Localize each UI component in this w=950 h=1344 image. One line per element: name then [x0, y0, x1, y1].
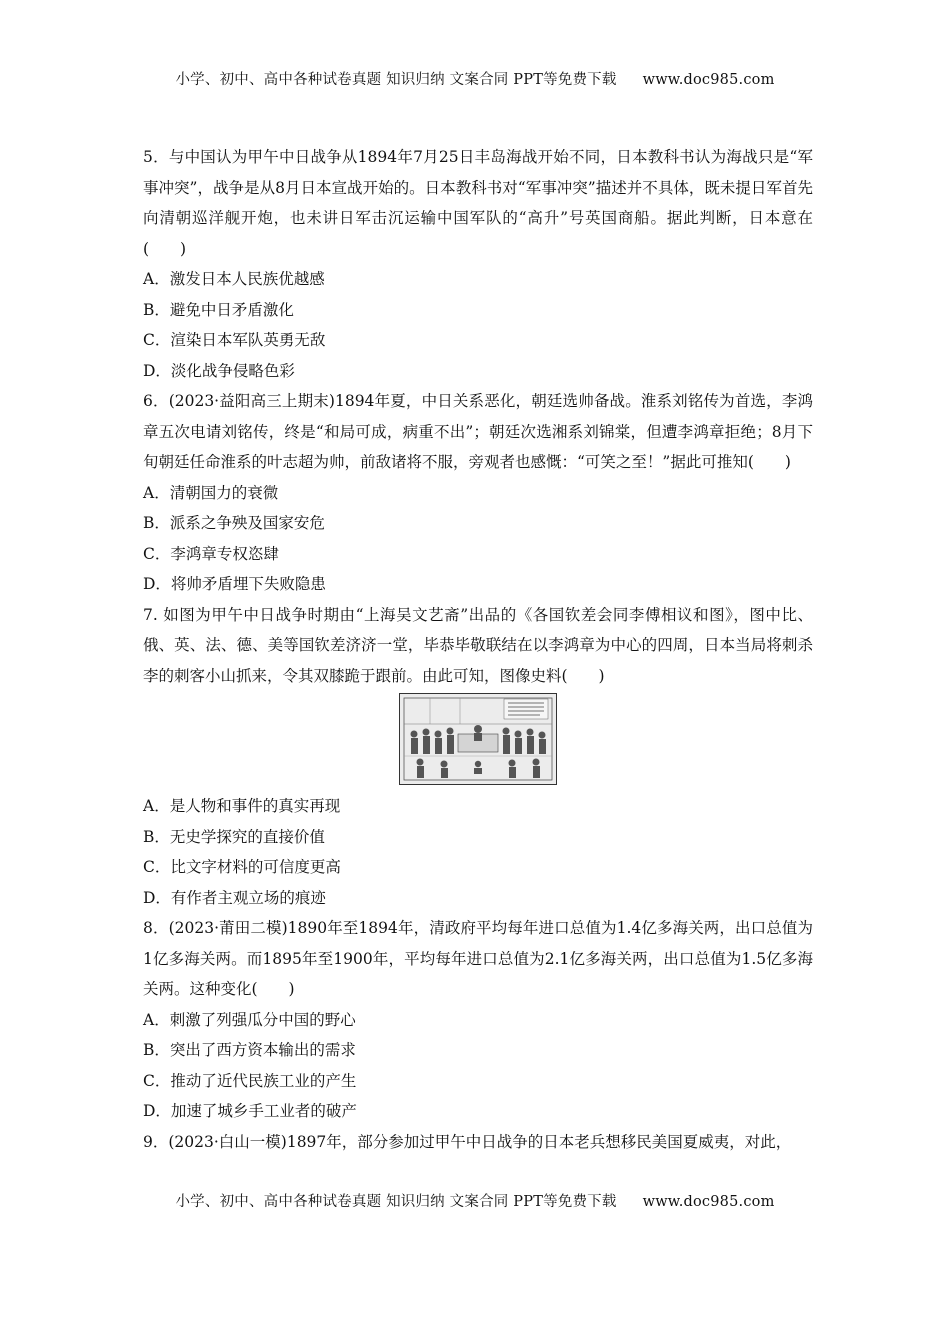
- page-footer: [0, 1190, 950, 1211]
- option-c: C．李鸿章专权恣肆: [143, 544, 279, 563]
- option-d: D．有作者主观立场的痕迹: [143, 888, 326, 907]
- question-stem: 8．(2023·莆田二模)1890年至1894年，清政府平均每年进口总值为1.4亿多海关两，出口总值为1亿多海关两。而1895年至1900年，平均每年进口总值为2.1亿多海关两，出口总值为1.5亿多海关两。这种变化( ): [143, 919, 813, 998]
- question-stem: 5．与中国认为甲午中日战争从1894年7月25日丰岛海战开始不同，日本教科书认为海战只是“军事冲突”，战争是从8月日本宣战开始的。日本教科书对“军事冲突”描述并不具体，既未提日军首先向清朝巡洋舰开炮，也未讲日军击沉运输中国军队的“高升”号英国商船。据此判断，日本意在( ): [143, 148, 813, 258]
- question-6: [143, 386, 813, 600]
- question-list: [143, 142, 813, 1157]
- question-stem: 6．(2023·益阳高三上期末)1894年夏，中日关系恶化，朝廷选帅备战。淮系刘铭传为首选，李鸿章五次电请刘铭传，终是“和局可成，病重不出”；朝廷次选湘系刘锦棠，但遭李鸿章拒绝；8月下旬朝廷任命淮系的叶志超为帅，前敌诸将不服，旁观者也感慨：“可笑之至！”据此可推知( ): [143, 392, 813, 471]
- header-text: 小学、初中、高中各种试卷真题 知识归纳 文案合同 PPT等免费下载: [175, 72, 617, 88]
- option-a: A．是人物和事件的真实再现: [143, 797, 341, 815]
- question-7: [143, 600, 813, 914]
- header-site: www.doc985.com: [642, 72, 775, 88]
- option-d: D．加速了城乡手工业者的破产: [143, 1102, 357, 1120]
- option-c: C．推动了近代民族工业的产生: [143, 1071, 357, 1090]
- option-c: C．比文字材料的可信度更高: [143, 858, 341, 876]
- option-b: B．无史学探究的直接价值: [143, 827, 325, 846]
- option-b: B．避免中日矛盾激化: [143, 300, 294, 319]
- option-a: A．刺激了列强瓜分中国的野心: [143, 1010, 356, 1029]
- illustration-drawing: [400, 694, 556, 784]
- option-c: C．渲染日本军队英勇无敌: [143, 331, 326, 349]
- historical-illustration: [399, 693, 557, 785]
- option-a: A．激发日本人民族优越感: [143, 270, 325, 288]
- option-d: D．淡化战争侵略色彩: [143, 361, 295, 380]
- figure-container: [143, 691, 813, 791]
- question-9: [143, 1127, 813, 1158]
- question-8: [143, 913, 813, 1127]
- page-header: [0, 68, 950, 89]
- question-5: [143, 142, 813, 386]
- option-d: D．将帅矛盾埋下失败隐患: [143, 575, 326, 593]
- footer-site: www.doc985.com: [642, 1194, 775, 1210]
- option-b: B．突出了西方资本输出的需求: [143, 1041, 356, 1059]
- option-b: B．派系之争殃及国家安危: [143, 514, 325, 532]
- option-a: A．清朝国力的衰微: [143, 483, 279, 502]
- footer-text: 小学、初中、高中各种试卷真题 知识归纳 文案合同 PPT等免费下载: [175, 1194, 617, 1210]
- question-stem: 7. 如图为甲午中日战争时期由“上海吴文艺斋”出品的《各国钦差会同李傅相议和图》，图中比、俄、英、法、德、美等国钦差济济一堂，毕恭毕敬联结在以李鸿章为中心的四周，日本当局将刺杀李的刺客小山抓来，令其双膝跪于跟前。由此可知，图像史料( ): [143, 605, 813, 685]
- question-stem: 9．(2023·白山一模)1897年，部分参加过甲午中日战争的日本老兵想移民美国夏威夷，对此，: [143, 1132, 792, 1151]
